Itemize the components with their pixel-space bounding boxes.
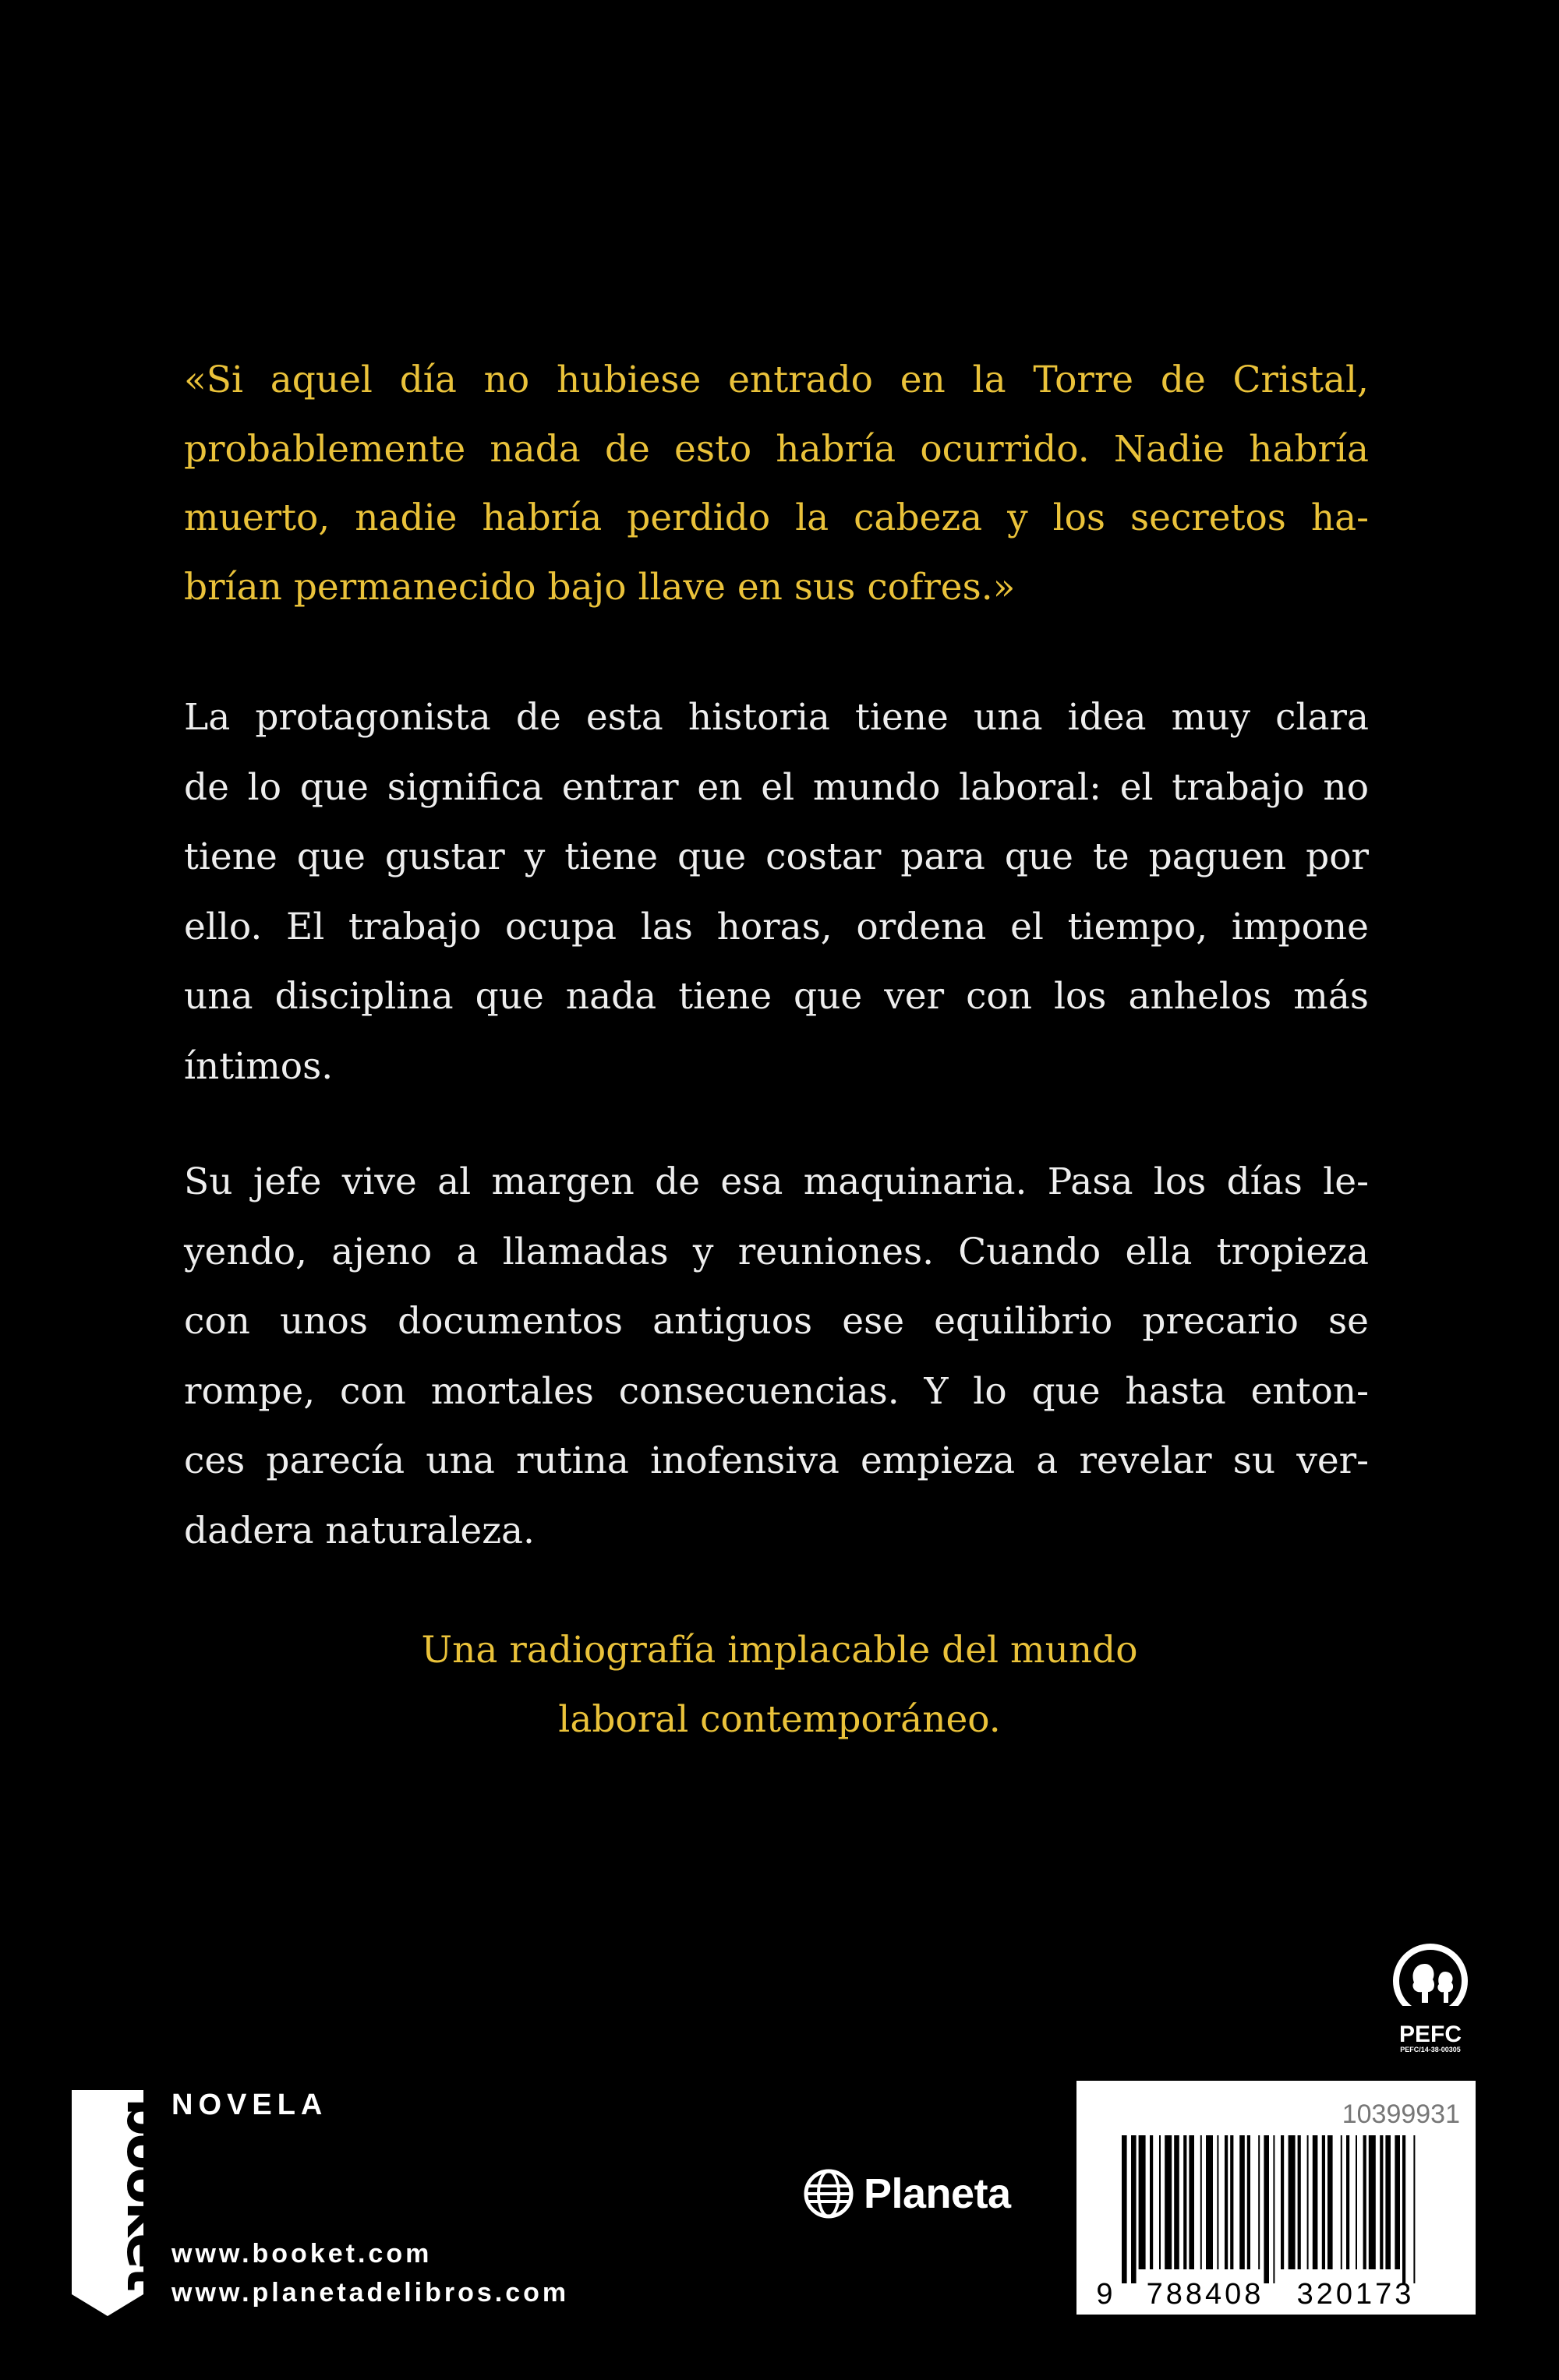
- barcode-bar: [1313, 2135, 1318, 2269]
- booket-logo: [65, 2090, 176, 2316]
- barcode-bar: [1298, 2135, 1301, 2269]
- paragraph-line: una disciplina que nada tiene que ver con los anhelos más: [184, 975, 1369, 1018]
- paragraph-line: yendo, ajeno a llamadas y reuniones. Cuando ella tropieza: [184, 1230, 1369, 1273]
- quote-line: muerto, nadie habría perdido la cabeza y los secretos ha-: [184, 496, 1369, 539]
- barcode-bar: [1122, 2135, 1127, 2283]
- synopsis-paragraph-2: [184, 1147, 1369, 1566]
- quote-line: brían permanecido bajo llave en sus cofres.»: [184, 565, 1016, 609]
- barcode-bar: [1380, 2135, 1383, 2269]
- barcode-bar: [1356, 2135, 1357, 2269]
- barcode-bar: [1363, 2135, 1366, 2269]
- barcode-bar: [1402, 2135, 1405, 2283]
- barcode-bar: [1385, 2135, 1391, 2269]
- booket-logo-text: booket: [115, 2098, 176, 2290]
- barcode-panel: [1076, 2081, 1476, 2315]
- barcode-bar: [1341, 2135, 1342, 2269]
- barcode-bar: [1413, 2135, 1415, 2283]
- paragraph-line: íntimos.: [184, 1044, 334, 1088]
- globe-icon: [803, 2168, 854, 2219]
- barcode-bar: [1131, 2135, 1137, 2283]
- barcode-bar: [1258, 2135, 1260, 2269]
- ean-barcode: [1076, 2081, 1476, 2315]
- pefc-logo: [1380, 1940, 1481, 2050]
- tagline-line: laboral contemporáneo.: [558, 1698, 1001, 1741]
- paragraph-line: Su jefe vive al margen de esa maquinaria. Pasa los días le-: [184, 1160, 1369, 1203]
- barcode-bar: [1206, 2135, 1213, 2269]
- barcode-bar: [1307, 2135, 1309, 2269]
- paragraph-line: ello. El trabajo ocupa las horas, ordena el tiempo, impone: [184, 905, 1369, 948]
- pefc-label: PEFC: [1398, 2022, 1462, 2047]
- tagline: [0, 1616, 1559, 1754]
- barcode-bar: [1217, 2135, 1218, 2269]
- barcode-bar: [1225, 2135, 1228, 2269]
- planeta-wordmark: Planeta: [864, 2170, 1011, 2217]
- barcode-bar: [1395, 2135, 1400, 2269]
- isbn-prefix-digit: 9: [1096, 2278, 1113, 2311]
- quote-line: «Si aquel día no hubiese entrado en la Torre de Cristal,: [184, 358, 1369, 401]
- paragraph-line: dadera naturaleza.: [184, 1509, 535, 1552]
- barcode-bar: [1281, 2135, 1284, 2269]
- genre-label: NOVELA: [171, 2089, 328, 2121]
- barcode-bar: [1239, 2135, 1245, 2269]
- paragraph-line: ces parecía una rutina inofensiva empieza a revelar su ver-: [184, 1439, 1369, 1482]
- website-planeta: www.planetadelibros.com: [171, 2278, 570, 2308]
- paragraph-line: La protagonista de esta historia tiene una idea muy clara: [184, 696, 1369, 739]
- planeta-logo: [803, 2166, 1011, 2221]
- barcode-bar: [1165, 2135, 1172, 2269]
- barcode-bar: [1264, 2135, 1269, 2283]
- synopsis-paragraph-1: [184, 683, 1369, 1101]
- barcode-bar: [1139, 2135, 1146, 2269]
- barcode-bar: [1273, 2135, 1274, 2283]
- isbn-left-digits: 788408: [1146, 2278, 1264, 2311]
- barcode-bar: [1327, 2135, 1333, 2269]
- quote-line: probablemente nada de esto habría ocurrido. Nadie habría: [184, 427, 1369, 471]
- barcode-bar: [1200, 2135, 1202, 2269]
- opening-quote: [184, 346, 1369, 622]
- barcode-bar: [1230, 2135, 1233, 2269]
- isbn-right-digits: 320173: [1296, 2278, 1415, 2311]
- tagline-line: Una radiografía implacable del mundo: [421, 1629, 1138, 1672]
- paragraph-line: rompe, con mortales consecuencias. Y lo que hasta enton-: [184, 1369, 1369, 1413]
- barcode-bar: [1150, 2135, 1153, 2269]
- paragraph-line: tiene que gustar y tiene que costar para que te paguen por: [184, 835, 1369, 878]
- barcode-bar: [1183, 2135, 1186, 2269]
- paragraph-line: con unos documentos antiguos ese equilibrio precario se: [184, 1300, 1369, 1343]
- barcode-bar: [1159, 2135, 1161, 2269]
- barcode-bar: [1247, 2135, 1250, 2269]
- barcode-bar: [1189, 2135, 1194, 2269]
- barcode-bar: [1322, 2135, 1325, 2269]
- barcode-bar: [1174, 2135, 1179, 2269]
- pefc-code: PEFC/14-38-00305: [1400, 2046, 1461, 2053]
- barcode-bar: [1346, 2135, 1349, 2269]
- internal-code: 10399931: [1342, 2099, 1460, 2129]
- barcode-bar: [1289, 2135, 1296, 2269]
- barcode-bar: [1369, 2135, 1376, 2269]
- paragraph-line: de lo que significa entrar en el mundo laboral: el trabajo no: [184, 765, 1369, 809]
- website-booket: www.booket.com: [171, 2239, 433, 2269]
